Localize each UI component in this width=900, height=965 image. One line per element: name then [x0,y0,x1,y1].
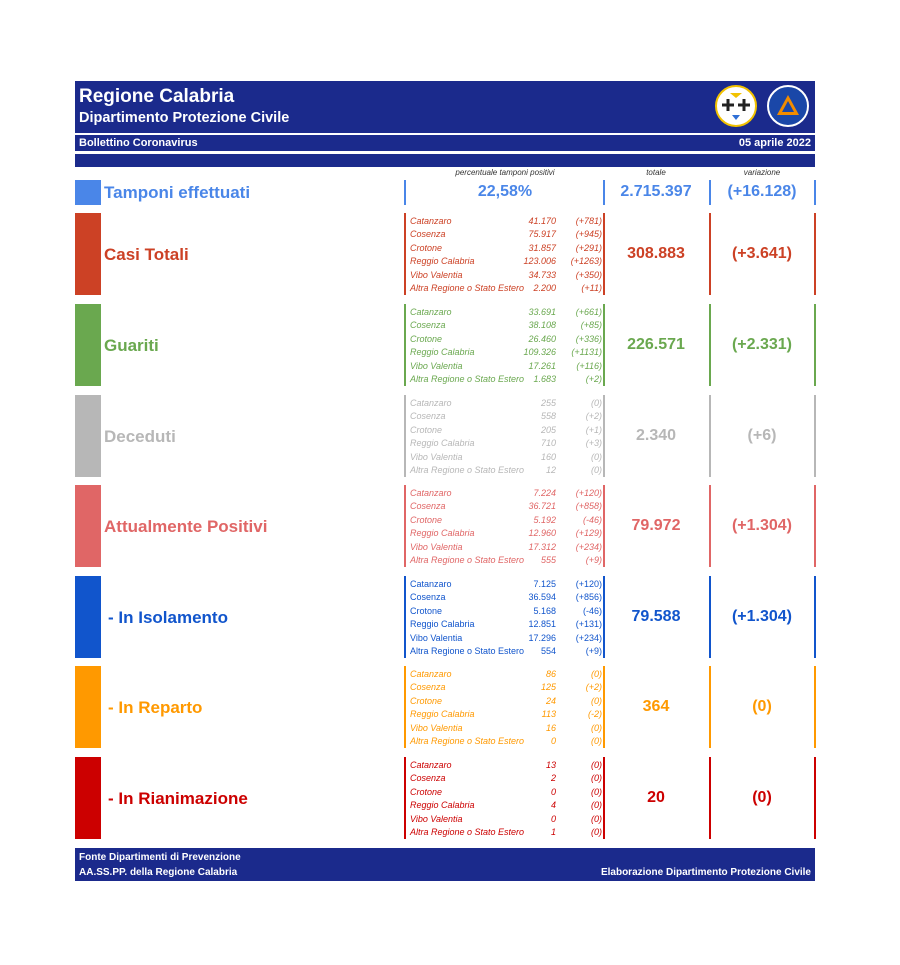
detail-value: 86 [545,669,556,679]
detail-delta: (+11) [581,283,602,293]
detail-delta: (-46) [582,605,602,616]
footer-source-line1: Fonte Dipartimenti di Prevenzione [79,852,241,863]
detail-value: 38.108 [528,320,556,331]
casi-color-bar [75,213,101,295]
detail-delta: (+9) [585,646,602,656]
detail-delta: (-2) [588,709,602,720]
detail-value: 7.224 [533,488,556,498]
detail-value: 123.006 [523,256,556,267]
detail-province: Reggio Calabria [410,800,475,811]
detail-province: Vibo Valentia [410,722,463,733]
detail-delta: (0) [591,786,602,797]
deceduti-color-bar [75,395,101,477]
casi-detail-table [410,215,602,295]
positivi-change: (+1.304) [731,517,793,534]
detail-province: Catanzaro [410,307,452,317]
detail-province: Altra Regione o Stato Estero [410,283,525,293]
deceduti-divider [404,395,406,477]
tamponi-change: (+16.128) [727,183,797,200]
detail-delta: (0) [591,669,602,679]
detail-value: 554 [540,646,556,656]
detail-value: 75.917 [528,229,556,240]
detail-value: 558 [540,411,556,422]
guariti-detail-table [410,306,602,386]
detail-province: Crotone [410,333,443,344]
detail-value: 17.296 [528,632,556,643]
detail-province: Reggio Calabria [410,709,475,720]
detail-value: 255 [540,398,556,408]
detail-province: Vibo Valentia [410,541,463,552]
detail-province: Vibo Valentia [410,451,463,462]
header-banner [75,81,815,133]
tamponi-total: 2.715.397 [620,183,692,200]
isolamento-divider [814,576,816,658]
reparto-detail-table [410,668,602,748]
detail-delta: (+1) [585,424,602,435]
deceduti-total: 2.340 [635,427,677,444]
detail-value: 0 [550,786,556,797]
detail-delta: (0) [591,760,602,770]
deceduti-detail-table [410,397,602,477]
detail-province: Crotone [410,514,443,525]
tamponi-row [0,178,900,208]
detail-province: Cosenza [410,773,446,784]
detail-delta: (0) [591,827,602,837]
detail-delta: (0) [591,800,602,811]
detail-province: Vibo Valentia [410,813,463,824]
reparto-label: - In Reparto [108,698,203,717]
positivi-divider [814,485,816,567]
detail-delta: (+2) [585,411,602,422]
reparto-color-bar [75,666,101,748]
detail-province: Cosenza [410,320,446,331]
footer-source-line2: AA.SS.PP. della Regione Calabria [79,867,238,878]
section-in-isolamento [0,576,900,660]
detail-province: Cosenza [410,229,446,240]
tamponi-color-bar [75,180,101,205]
detail-value: 7.125 [533,579,556,589]
rianimazione-label: - In Rianimazione [108,789,248,808]
detail-value: 0 [550,736,556,746]
positivi-divider [404,485,406,567]
casi-change: (+3.641) [731,245,793,262]
detail-province: Catanzaro [410,760,452,770]
tamponi-divider [814,180,816,205]
detail-value: 5.192 [533,514,556,525]
detail-delta: (0) [591,695,602,706]
detail-value: 12.851 [528,619,556,630]
detail-value: 710 [540,438,556,449]
detail-delta: (-46) [582,514,602,525]
detail-delta: (+858) [575,501,602,512]
detail-value: 36.721 [528,501,556,512]
casi-total: 308.883 [627,245,685,262]
header-title: Regione Calabria [79,86,235,107]
column-change-header: variazione [743,168,781,177]
reparto-divider [404,666,406,748]
bulletin-bar [75,135,815,151]
detail-value: 109.326 [523,347,556,358]
reparto-total: 364 [642,698,670,715]
positivi-color-bar [75,485,101,567]
section-in-reparto [0,666,900,750]
bulletin-label: Bollettino Coronavirus [79,137,198,149]
reparto-divider [814,666,816,748]
detail-province: Cosenza [410,682,446,693]
detail-province: Reggio Calabria [410,256,475,267]
isolamento-divider [404,576,406,658]
detail-delta: (0) [591,398,602,408]
detail-delta: (+116) [576,360,602,371]
guariti-divider [814,304,816,386]
detail-province: Altra Regione o Stato Estero [410,736,525,746]
detail-delta: (+120) [575,579,602,589]
reparto-change: (0) [752,698,772,715]
guariti-change: (+2.331) [731,336,793,353]
detail-value: 16 [545,722,556,733]
header-subtitle: Dipartimento Protezione Civile [79,110,290,126]
detail-value: 33.691 [528,307,556,317]
tamponi-percent: 22,58% [477,183,533,200]
detail-province: Cosenza [410,592,446,603]
detail-province: Cosenza [410,501,446,512]
isolamento-total: 79.588 [631,608,681,625]
rianimazione-color-bar [75,757,101,839]
casi-label: Casi Totali [104,245,189,264]
column-total-header: totale [646,168,666,177]
casi-divider [814,213,816,295]
guariti-divider [404,304,406,386]
detail-value: 34.733 [528,269,556,280]
detail-province: Catanzaro [410,488,452,498]
tamponi-label: Tamponi effettuati [104,183,251,202]
detail-value: 160 [540,451,556,462]
detail-province: Vibo Valentia [410,632,463,643]
detail-province: Catanzaro [410,669,452,679]
detail-value: 205 [540,424,556,435]
deceduti-change: (+6) [747,427,777,444]
detail-value: 2.200 [533,283,556,293]
isolamento-color-bar [75,576,101,658]
footer-banner [75,848,815,881]
detail-delta: (0) [591,451,602,462]
detail-delta: (0) [591,773,602,784]
isolamento-detail-table [410,578,602,658]
detail-province: Reggio Calabria [410,347,475,358]
detail-value: 13 [545,760,556,770]
detail-delta: (+129) [575,528,602,539]
detail-province: Crotone [410,605,443,616]
detail-delta: (0) [591,465,602,475]
detail-value: 41.170 [528,216,556,226]
detail-value: 1 [550,827,556,837]
section-deceduti [0,395,900,479]
detail-province: Catanzaro [410,216,452,226]
footer-credit: Elaborazione Dipartimento Protezione Civile [600,867,811,878]
bulletin-date: 05 aprile 2022 [738,137,811,149]
detail-province: Catanzaro [410,579,452,589]
detail-value: 5.168 [533,605,556,616]
section-guariti [0,304,900,388]
detail-delta: (+661) [575,307,602,317]
casi-divider [404,213,406,295]
detail-delta: (+781) [575,216,602,226]
detail-value: 0 [550,813,556,824]
detail-province: Altra Regione o Stato Estero [410,827,525,837]
detail-province: Altra Regione o Stato Estero [410,646,525,656]
detail-value: 17.261 [528,360,556,371]
detail-delta: (+336) [575,333,602,344]
detail-delta: (0) [591,722,602,733]
detail-delta: (+945) [575,229,602,240]
detail-province: Reggio Calabria [410,528,475,539]
section-casi-totali [0,213,900,297]
detail-province: Crotone [410,242,443,253]
detail-value: 36.594 [528,592,556,603]
detail-delta: (+291) [575,242,602,253]
detail-province: Altra Regione o Stato Estero [410,374,525,384]
deceduti-label: Deceduti [104,427,176,446]
detail-value: 2 [550,773,556,784]
deceduti-divider [814,395,816,477]
detail-value: 26.460 [528,333,556,344]
detail-delta: (+1131) [571,347,602,358]
detail-delta: (+350) [575,269,602,280]
detail-province: Reggio Calabria [410,438,475,449]
detail-delta: (+2) [585,374,602,384]
detail-delta: (+3) [585,438,602,449]
guariti-total: 226.571 [627,336,685,353]
detail-province: Crotone [410,424,443,435]
detail-delta: (+9) [585,555,602,565]
detail-delta: (+2) [585,682,602,693]
detail-value: 4 [550,800,556,811]
detail-value: 31.857 [528,242,556,253]
detail-value: 24 [545,695,556,706]
detail-province: Altra Regione o Stato Estero [410,465,525,475]
guariti-color-bar [75,304,101,386]
protezione-civile-logo [767,85,809,127]
positivi-detail-table [410,487,602,567]
detail-value: 17.312 [528,541,556,552]
detail-value: 12 [545,465,556,475]
detail-province: Crotone [410,786,443,797]
detail-delta: (+234) [575,541,602,552]
detail-delta: (0) [591,736,602,746]
positivi-label: Attualmente Positivi [104,517,268,536]
rianimazione-detail-table [410,759,602,839]
isolamento-label: - In Isolamento [108,608,228,627]
detail-value: 12.960 [528,528,556,539]
detail-delta: (+85) [580,320,602,331]
detail-delta: (+120) [575,488,602,498]
section-attualmente-positivi [0,485,900,569]
detail-province: Cosenza [410,411,446,422]
detail-value: 1.683 [533,374,556,384]
detail-delta: (0) [591,813,602,824]
rianimazione-total: 20 [647,789,665,806]
detail-value: 113 [541,709,556,720]
guariti-label: Guariti [104,336,159,355]
calabria-crest-logo [715,85,757,127]
detail-province: Altra Regione o Stato Estero [410,555,525,565]
detail-province: Catanzaro [410,398,452,408]
section-in-rianimazione [0,757,900,841]
rianimazione-divider [404,757,406,839]
header-spacer-bar [75,154,815,167]
detail-delta: (+234) [575,632,602,643]
detail-value: 555 [540,555,556,565]
rianimazione-divider [814,757,816,839]
column-percent-header: percentuale tamponi positivi [455,168,555,177]
rianimazione-change: (0) [752,789,772,806]
positivi-total: 79.972 [631,517,681,534]
isolamento-change: (+1.304) [731,608,793,625]
detail-province: Crotone [410,695,443,706]
detail-value: 125 [540,682,556,693]
detail-delta: (+1263) [570,256,602,267]
detail-province: Vibo Valentia [410,269,463,280]
detail-province: Reggio Calabria [410,619,475,630]
detail-delta: (+131) [575,619,602,630]
detail-province: Vibo Valentia [410,360,463,371]
detail-delta: (+856) [575,592,602,603]
